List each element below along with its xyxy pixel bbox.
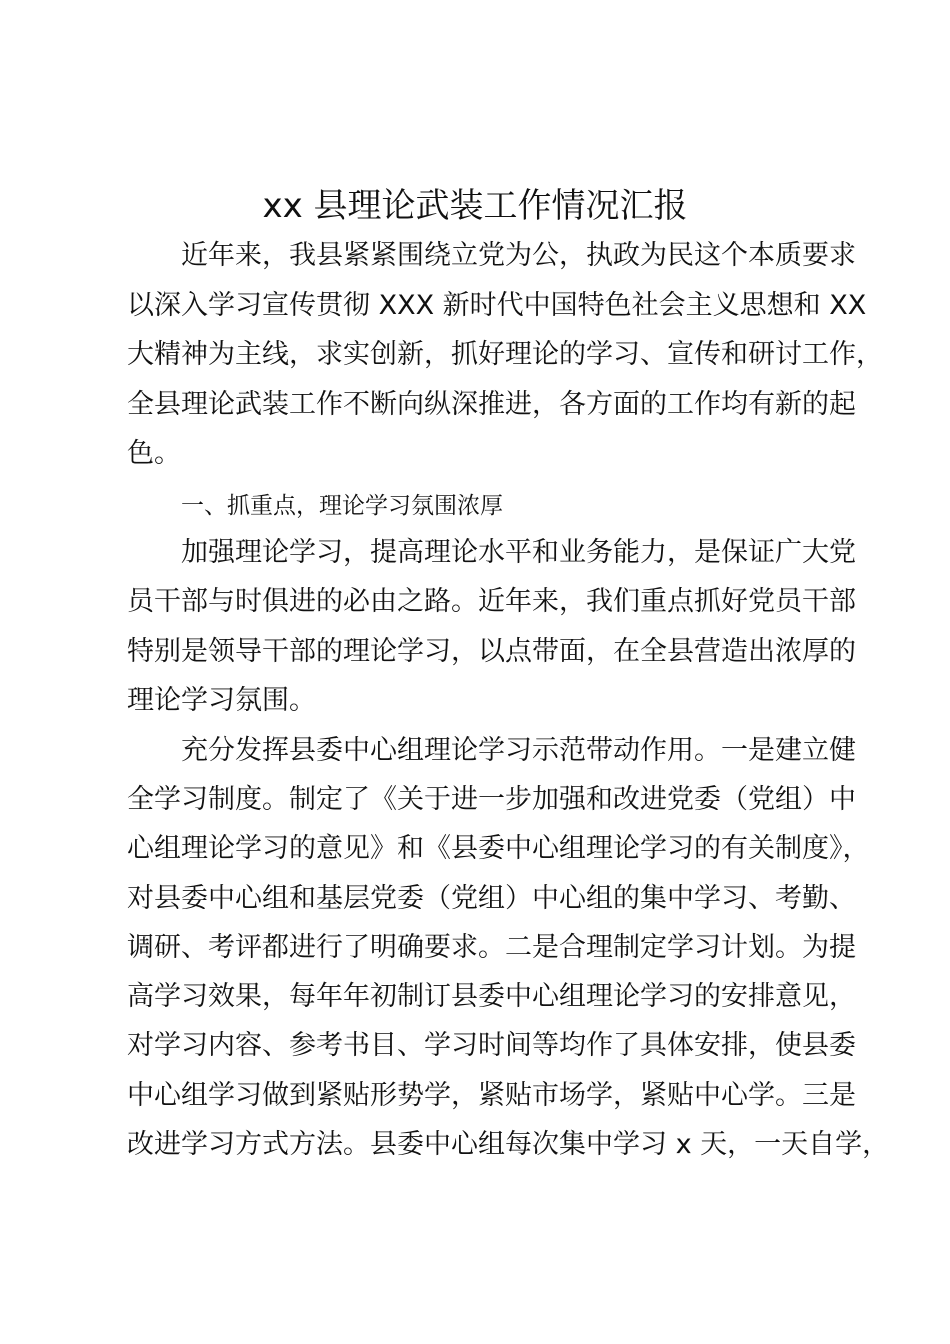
para2-line-9: 改进学习方式方法。县委中心组每次集中学习 x 天，一天自学， bbox=[127, 1129, 890, 1160]
para2-line-5: 调研、考评都进行了明确要求。二是合理制定学习计划。为提 bbox=[127, 932, 856, 963]
document-title: xx 县理论武装工作情况汇报 bbox=[262, 186, 688, 226]
intro-line-1: 近年来，我县紧紧围绕立党为公，执政为民这个本质要求 bbox=[181, 240, 856, 271]
para1-line-4: 理论学习氛围。 bbox=[127, 685, 316, 716]
para2-line-8: 中心组学习做到紧贴形势学，紧贴市场学，紧贴中心学。三是 bbox=[127, 1080, 856, 1111]
para2-line-4: 对县委中心组和基层党委（党组）中心组的集中学习、考勤、 bbox=[127, 883, 856, 914]
intro-line-2: 以深入学习宣传贯彻 XXX 新时代中国特色社会主义思想和 XX bbox=[127, 290, 867, 321]
para2-line-1: 充分发挥县委中心组理论学习示范带动作用。一是建立健 bbox=[181, 735, 856, 766]
para1-line-3: 特别是领导干部的理论学习，以点带面，在全县营造出浓厚的 bbox=[127, 636, 856, 667]
section-heading: 一、抓重点，理论学习氛围浓厚 bbox=[181, 493, 503, 519]
para2-line-2: 全学习制度。制定了《关于进一步加强和改进党委（党组）中 bbox=[127, 784, 856, 815]
para1-line-1: 加强理论学习，提高理论水平和业务能力，是保证广大党 bbox=[181, 537, 856, 568]
para2-line-7: 对学习内容、参考书目、学习时间等均作了具体安排，使县委 bbox=[127, 1030, 856, 1061]
para2-line-6: 高学习效果，每年年初制订县委中心组理论学习的安排意见， bbox=[127, 981, 856, 1012]
intro-line-4: 全县理论武装工作不断向纵深推进，各方面的工作均有新的起 bbox=[127, 389, 856, 420]
para2-line-3: 心组理论学习的意见》和《县委中心组理论学习的有关制度》， bbox=[127, 833, 870, 864]
intro-line-5: 色。 bbox=[127, 438, 181, 469]
para1-line-2: 员干部与时俱进的必由之路。近年来，我们重点抓好党员干部 bbox=[127, 586, 856, 617]
intro-line-3: 大精神为主线，求实创新，抓好理论的学习、宣传和研讨工作， bbox=[127, 339, 883, 370]
